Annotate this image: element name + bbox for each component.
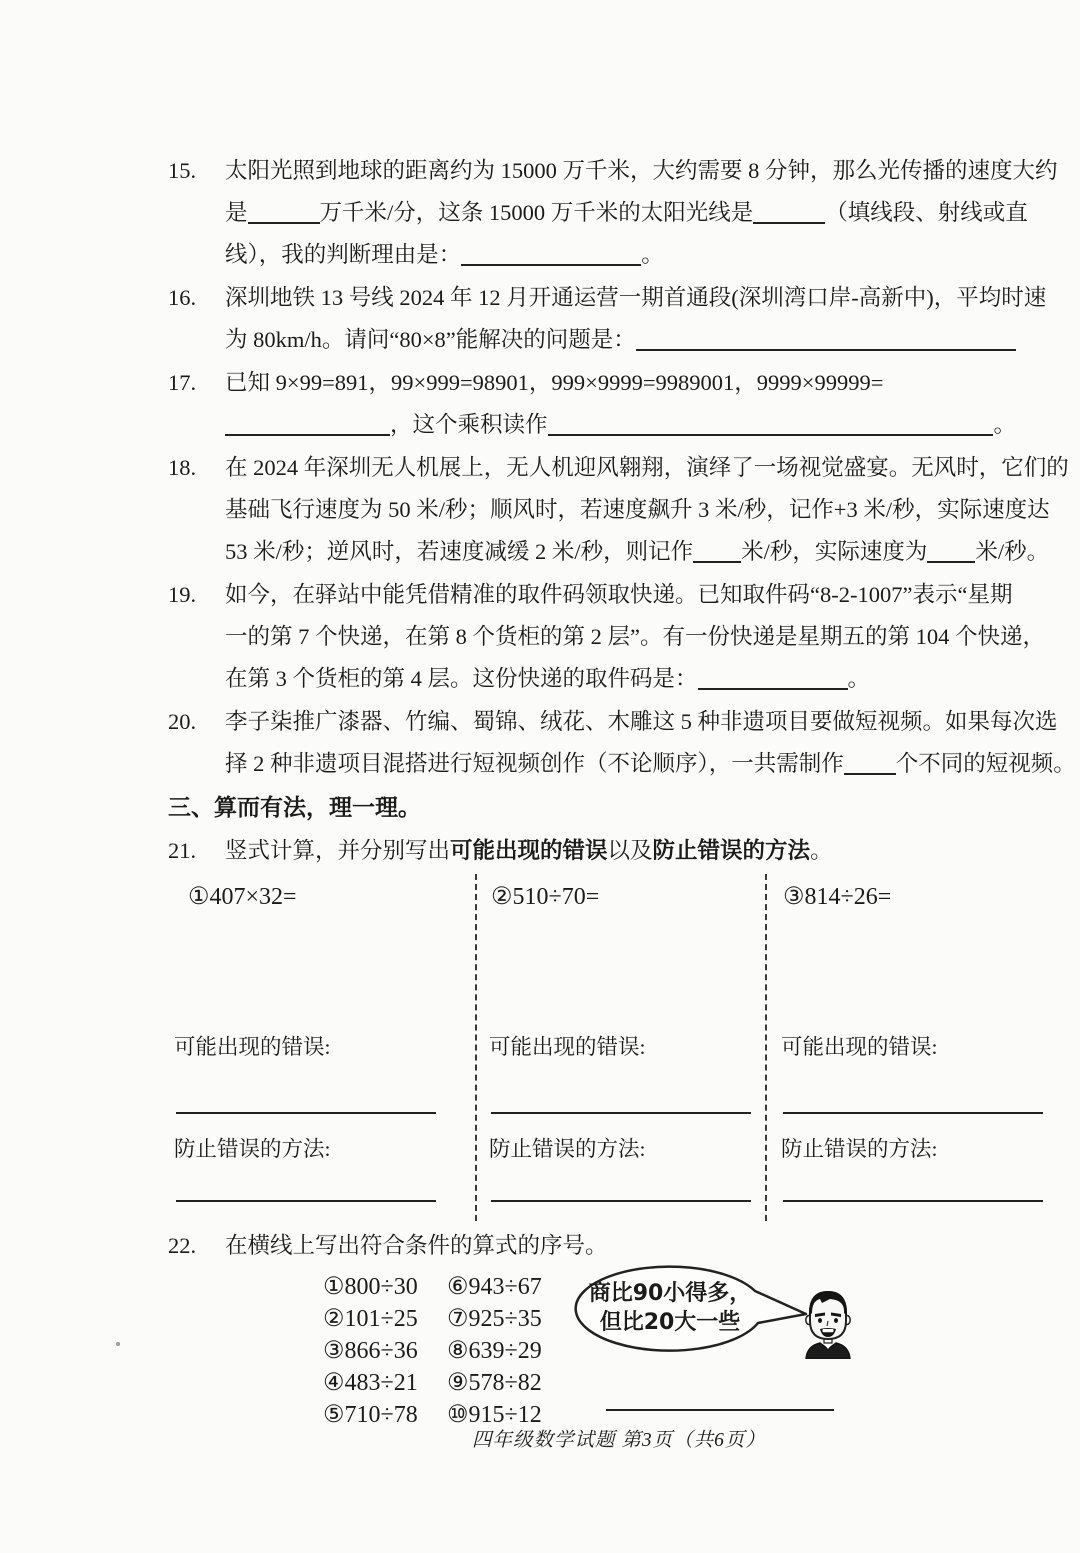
boy-avatar-icon [800, 1289, 856, 1364]
question-text: 米/秒，实际速度为 [741, 539, 928, 564]
question-text: 。 [810, 838, 833, 863]
calc-column-2 [475, 874, 765, 1221]
question-line [168, 277, 1047, 319]
calc-column-3 [765, 874, 1050, 1221]
question-18 [168, 447, 1069, 573]
question-text: ，这个乘积读作 [390, 412, 548, 437]
question-number: 18. [168, 455, 197, 480]
prevent-label: 防止错误的方法: [174, 1137, 331, 1161]
page-footer [0, 1424, 1080, 1452]
question-text: 。 [641, 242, 664, 267]
list-item: ②101÷25 [323, 1306, 418, 1332]
question-text-bold: 可能出现的错误 [450, 838, 608, 864]
question-line [168, 574, 1016, 616]
list-item: ⑦925÷35 [447, 1306, 542, 1332]
question-19 [168, 574, 1045, 700]
question-text: 53 米/秒；逆风时，若速度减缓 2 米/秒，则记作 [225, 539, 694, 564]
question-text: 如今，在驿站中能凭借精准的取件码领取快递。已知取件码“8-2-1007”表示“星期 [225, 582, 1013, 607]
question-21 [168, 830, 1016, 872]
answer-line [176, 1112, 436, 1114]
question-text: 太阳光照到地球的距离约为 15000 万千米，大约需要 8 分钟，那么光传播的速度大约 [225, 158, 1058, 183]
error-label: 可能出现的错误: [489, 1035, 646, 1059]
question-line [168, 447, 1069, 489]
question-line [168, 531, 1050, 573]
answer-line [783, 1112, 1043, 1114]
fill-blank [225, 426, 390, 436]
question-line [168, 192, 1028, 234]
error-label: 可能出现的错误: [174, 1035, 331, 1059]
fill-blank [693, 553, 741, 563]
question-text: 线），我的判断理由是： [225, 242, 462, 267]
list-row [323, 1303, 571, 1335]
question-number: 22. [168, 1233, 197, 1258]
question-20 [168, 701, 1076, 785]
question-text: 已知 9×99=891，99×999=98901，999×9999=9989001，9999×99999= [225, 370, 884, 395]
prevent-label: 防止错误的方法: [781, 1137, 938, 1161]
question-17 [168, 362, 1016, 446]
question-number: 20. [168, 709, 197, 734]
question-text: 米/秒。 [975, 539, 1050, 564]
answer-line [176, 1200, 436, 1202]
question-text: 万千米/分，这条 15000 万千米的太阳光线是 [319, 200, 754, 225]
prevent-label: 防止错误的方法: [489, 1137, 646, 1161]
question-text: 以及 [607, 838, 653, 863]
question-16 [168, 277, 1047, 361]
answer-line [491, 1200, 751, 1202]
list-item: ⑩915÷12 [447, 1402, 542, 1428]
answer-line [783, 1200, 1043, 1202]
question-line [168, 1225, 1016, 1267]
section-3-title: 三、算而有法，理一理。 [168, 795, 421, 821]
list-item: ⑤710÷78 [323, 1402, 418, 1428]
question-text: 为 80km/h。请问“80×8”能解决的问题是： [225, 327, 636, 352]
list-row [323, 1335, 571, 1367]
question-text: 在横线上写出符合条件的算式的序号。 [225, 1233, 608, 1258]
question-number: 16. [168, 285, 197, 310]
question-text: 在第 3 个货柜的第 4 层。这份快递的取件码是： [225, 666, 698, 691]
answer-line [606, 1409, 834, 1411]
scan-artifact [116, 1342, 120, 1346]
question-number: 21. [168, 838, 197, 863]
list-item: ⑨578÷82 [447, 1370, 542, 1396]
list-item: ①800÷30 [323, 1274, 418, 1300]
question-text: 李子柒推广漆器、竹编、蜀锦、绒花、木雕这 5 种非遗项目要做短视频。如果每次选 [225, 709, 1058, 734]
calc-problem-3: ③814÷26= [783, 884, 892, 910]
list-item: ⑧639÷29 [447, 1338, 542, 1364]
calc-column-1 [168, 874, 475, 1221]
question-line [168, 616, 1045, 658]
list-item: ④483÷21 [323, 1370, 418, 1396]
question-22 [168, 1225, 1016, 1453]
question-number: 17. [168, 370, 197, 395]
fill-blank [927, 553, 975, 563]
question-line [168, 489, 1050, 531]
page-footer-text: 四年级数学试题 第3页（共6页） [472, 1430, 766, 1451]
question-text: 在 2024 年深圳无人机展上，无人机迎风翱翔，演绎了一场视觉盛宴。无风时，它们的 [225, 455, 1069, 480]
error-label: 可能出现的错误: [781, 1035, 938, 1059]
fill-blank [548, 426, 994, 436]
question-text: 竖式计算，并分别写出 [225, 838, 451, 863]
question-line [168, 743, 1076, 785]
speech-bubble-text [584, 1279, 756, 1337]
question-text: 择 2 种非遗项目混搭进行短视频创作（不论顺序），一共需制作 [225, 751, 844, 776]
fill-blank [698, 680, 848, 690]
question-text: 个不同的短视频。 [895, 751, 1076, 776]
calc-problem-2: ②510÷70= [491, 884, 600, 910]
question-number: 19. [168, 582, 197, 607]
fill-blank [844, 765, 896, 775]
speech-bubble [574, 1263, 810, 1359]
question-line [168, 701, 1058, 743]
question-text: 是 [225, 200, 248, 225]
question-text: （填线段、射线或直 [825, 200, 1028, 225]
answer-line [491, 1112, 751, 1114]
list-row [323, 1271, 571, 1303]
fill-blank [461, 256, 641, 266]
list-row [323, 1367, 571, 1399]
question-15 [168, 150, 1058, 276]
question-text: 深圳地铁 13 号线 2024 年 12 月开通运营一期首通段(深圳湾口岸-高新中)，平均时速 [225, 285, 1047, 310]
fill-blank [636, 341, 1016, 351]
question-line [168, 658, 1016, 700]
question-line [168, 830, 1016, 872]
question-line [168, 319, 1016, 361]
question-text: 。 [993, 412, 1016, 437]
page-content [168, 150, 1076, 1453]
bubble-line-2: 但比20大一些 [599, 1310, 741, 1335]
fill-blank [753, 214, 825, 224]
bubble-line-1: 商比90小得多， [588, 1281, 752, 1306]
question-line [168, 234, 1016, 276]
fill-blank [248, 214, 320, 224]
question-text-bold: 防止错误的方法 [652, 838, 811, 864]
division-list [323, 1271, 571, 1431]
list-item: ③866÷36 [323, 1338, 418, 1364]
question-text: 。 [847, 666, 871, 691]
question-line [168, 362, 1016, 404]
question-number: 15. [168, 158, 197, 183]
calc-grid [168, 874, 1050, 1221]
calc-problem-1: ①407×32= [188, 884, 297, 910]
question-text: 一的第 7 个快递，在第 8 个货柜的第 2 层”。有一份快递是星期五的第 104 个快递， [225, 624, 1045, 649]
list-item: ⑥943÷67 [447, 1274, 542, 1300]
question-line [168, 150, 1058, 192]
question-line [168, 404, 1016, 446]
question-text: 基础飞行速度为 50 米/秒；顺风时，若速度飙升 3 米/秒，记作+3 米/秒，实际速度达 [225, 497, 1050, 522]
